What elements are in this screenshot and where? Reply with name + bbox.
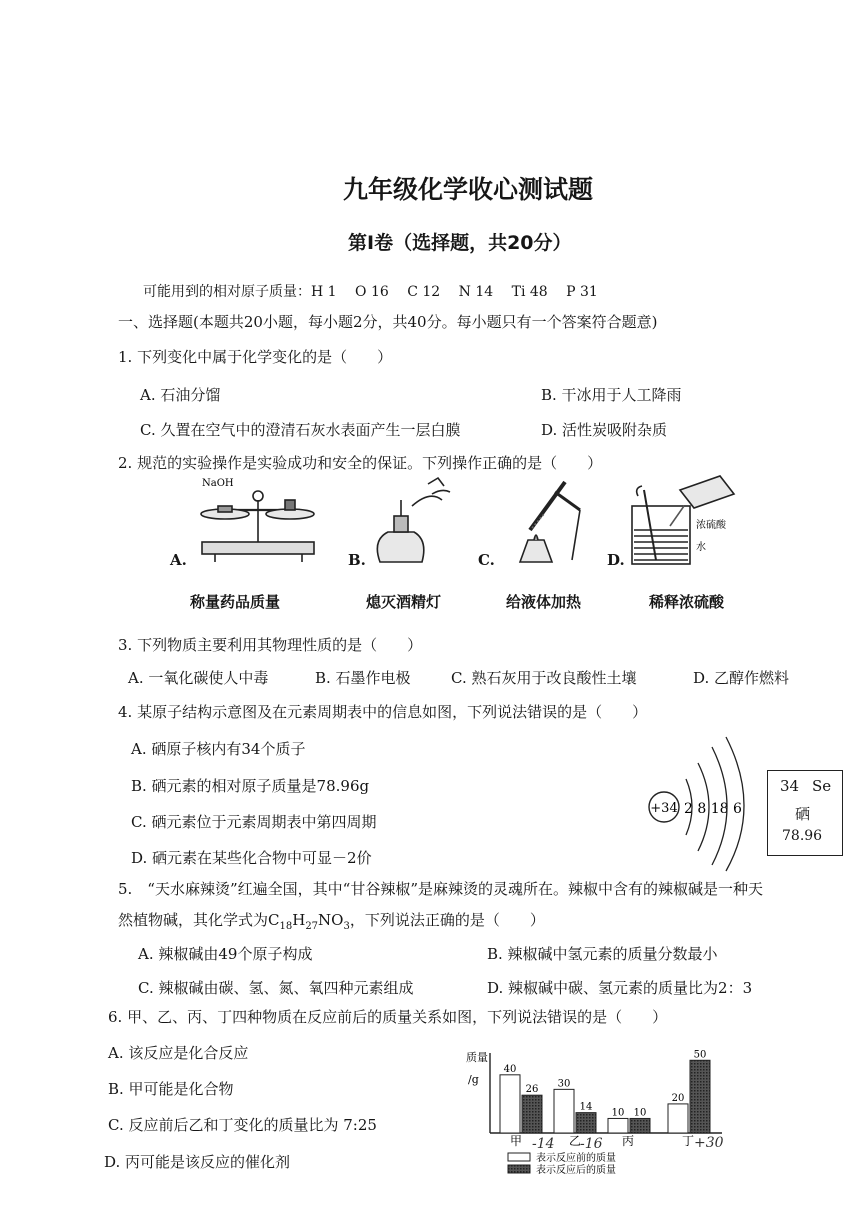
q5-option-d: D. 辣椒碱中碳、氢元素的质量比为2：3 xyxy=(487,979,753,997)
q6-option-c: C. 反应前后乙和丁变化的质量比为 7:25 xyxy=(108,1116,377,1134)
q5-option-c: C. 辣椒碱由碳、氢、氮、氧四种元素组成 xyxy=(138,979,414,997)
bar-value-jia-after: 26 xyxy=(525,1084,539,1096)
bar-ding-before xyxy=(668,1104,688,1133)
q3-option-d: D. 乙醇作燃料 xyxy=(693,669,790,687)
q2-label-d: D. xyxy=(607,551,625,569)
q4-stem: 4. 某原子结构示意图及在元素周期表中的信息如图，下列说法错误的是（ ） xyxy=(118,703,648,721)
balance-icon xyxy=(201,491,314,562)
q5-option-b: B. 辣椒碱中氢元素的质量分数最小 xyxy=(487,945,718,963)
periodic-table-cell xyxy=(767,770,843,856)
bar-ding-after xyxy=(690,1060,710,1133)
q1-option-c: C. 久置在空气中的澄清石灰水表面产生一层白膜 xyxy=(140,421,461,439)
q2-label-a: A. xyxy=(170,551,187,569)
q1-option-d: D. 活性炭吸附杂质 xyxy=(541,421,668,439)
nucleus-charge: +34 xyxy=(650,801,678,816)
bar-value-yi-before: 30 xyxy=(557,1078,571,1090)
alcohol-lamp-icon xyxy=(377,478,450,562)
q4-option-b: B. 硒元素的相对原子质量是78.96g xyxy=(131,777,370,795)
category-label-ding: 丁 xyxy=(682,1134,695,1148)
naoh-label: NaOH xyxy=(202,478,234,489)
q2-caption-c: 给液体加热 xyxy=(506,593,582,611)
category-label-jia: 甲 xyxy=(510,1134,523,1148)
element-symbol: Se xyxy=(812,777,832,795)
q4-option-d: D. 硒元素在某些化合物中可显－2价 xyxy=(131,849,372,867)
handwritten-note-ding: +30 xyxy=(694,1135,724,1151)
handwritten-note-yi: -16 xyxy=(580,1136,603,1152)
q1-option-b: B. 干冰用于人工降雨 xyxy=(541,386,682,404)
bar-jia-before xyxy=(500,1075,520,1133)
electron-shells: 2 8 18 6 xyxy=(684,801,742,817)
q6-stem: 6. 甲、乙、丙、丁四种物质在反应前后的质量关系如图，下列说法错误的是（ ） xyxy=(108,1008,668,1026)
legend-label-after: 表示反应后的质量 xyxy=(536,1165,616,1176)
bar-yi-before xyxy=(554,1089,574,1133)
section-header: 一、选择题(本题共20小题，每小题2分，共40分。每小题只有一个答案符合题意) xyxy=(118,313,658,331)
q2-caption-a: 称量药品质量 xyxy=(190,593,281,611)
q6-option-a: A. 该反应是化合反应 xyxy=(108,1044,249,1062)
q6-option-b: B. 甲可能是化合物 xyxy=(108,1080,234,1098)
bar-value-ding-before: 20 xyxy=(671,1092,685,1104)
q3-option-b: B. 石墨作电极 xyxy=(315,669,411,687)
mass-bar-chart xyxy=(460,1045,750,1185)
legend-swatch-after xyxy=(508,1165,530,1173)
water-label: 水 xyxy=(696,542,706,553)
acid-label: 浓硫酸 xyxy=(696,520,726,531)
element-name: 硒 xyxy=(795,805,811,823)
q2-caption-d: 稀释浓硫酸 xyxy=(649,593,725,611)
q5-stem-line2: 然植物碱，其化学式为$C_{18}H_{27}NO_3$，下列说法正确的是（ ） xyxy=(118,911,545,932)
q4-option-a: A. 硒原子核内有34个质子 xyxy=(131,740,306,758)
chart-ylabel-1: 质量 xyxy=(466,1051,488,1064)
element-number: 34 xyxy=(780,777,800,795)
q5-stem-line1: 5. “天水麻辣烫”红遍全国，其中“甘谷辣椒”是麻辣烫的灵魂所在。辣椒中含有的辣椒碱是一种天 xyxy=(118,880,763,898)
q4-option-c: C. 硒元素位于元素周期表中第四周期 xyxy=(131,813,377,831)
bar-value-ding-after: 50 xyxy=(693,1049,707,1061)
q2-caption-b: 熄灭酒精灯 xyxy=(366,593,442,611)
handwritten-note-jia: -14 xyxy=(532,1136,555,1152)
chart-ylabel-2: /g xyxy=(468,1073,479,1086)
test-tube-heating-icon xyxy=(520,482,580,562)
q1-stem: 1. 下列变化中属于化学变化的是（ ） xyxy=(118,348,393,366)
bar-yi-after xyxy=(576,1113,596,1133)
element-mass: 78.96 xyxy=(782,828,823,844)
bar-value-bing-before: 10 xyxy=(611,1107,625,1119)
page-subtitle: 第Ⅰ卷（选择题，共20分） xyxy=(348,232,572,254)
q2-label-c: C. xyxy=(478,551,495,569)
legend-swatch-before xyxy=(508,1153,530,1161)
page-title: 九年级化学收心测试题 xyxy=(343,175,594,204)
legend-label-before: 表示反应前的质量 xyxy=(536,1153,616,1164)
q5-option-a: A. 辣椒碱由49个原子构成 xyxy=(138,945,313,963)
q2-apparatus-figure xyxy=(160,470,760,570)
q2-label-b: B. xyxy=(348,551,366,569)
bar-value-jia-before: 40 xyxy=(503,1063,517,1075)
q1-option-a: A. 石油分馏 xyxy=(140,386,221,404)
q3-option-c: C. 熟石灰用于改良酸性土壤 xyxy=(451,669,637,687)
q3-option-a: A. 一氧化碳使人中毒 xyxy=(128,669,269,687)
bar-bing-before xyxy=(608,1118,628,1133)
q3-stem: 3. 下列物质主要利用其物理性质的是（ ） xyxy=(118,636,423,654)
bar-value-bing-after: 10 xyxy=(633,1107,647,1119)
bar-bing-after xyxy=(630,1118,650,1133)
bar-value-yi-after: 14 xyxy=(579,1101,593,1113)
category-label-yi: 乙 xyxy=(569,1134,582,1148)
q2-stem: 2. 规范的实验操作是实验成功和安全的保证。下列操作正确的是（ ） xyxy=(118,454,603,472)
bar-jia-after xyxy=(522,1095,542,1133)
q6-option-d: D. 丙可能是该反应的催化剂 xyxy=(104,1153,291,1171)
atomic-structure-diagram xyxy=(640,733,780,873)
atomic-masses: 可能用到的相对原子质量：H 1 O 16 C 12 N 14 Ti 48 P 31 xyxy=(143,284,598,300)
category-label-bing: 丙 xyxy=(622,1134,635,1148)
